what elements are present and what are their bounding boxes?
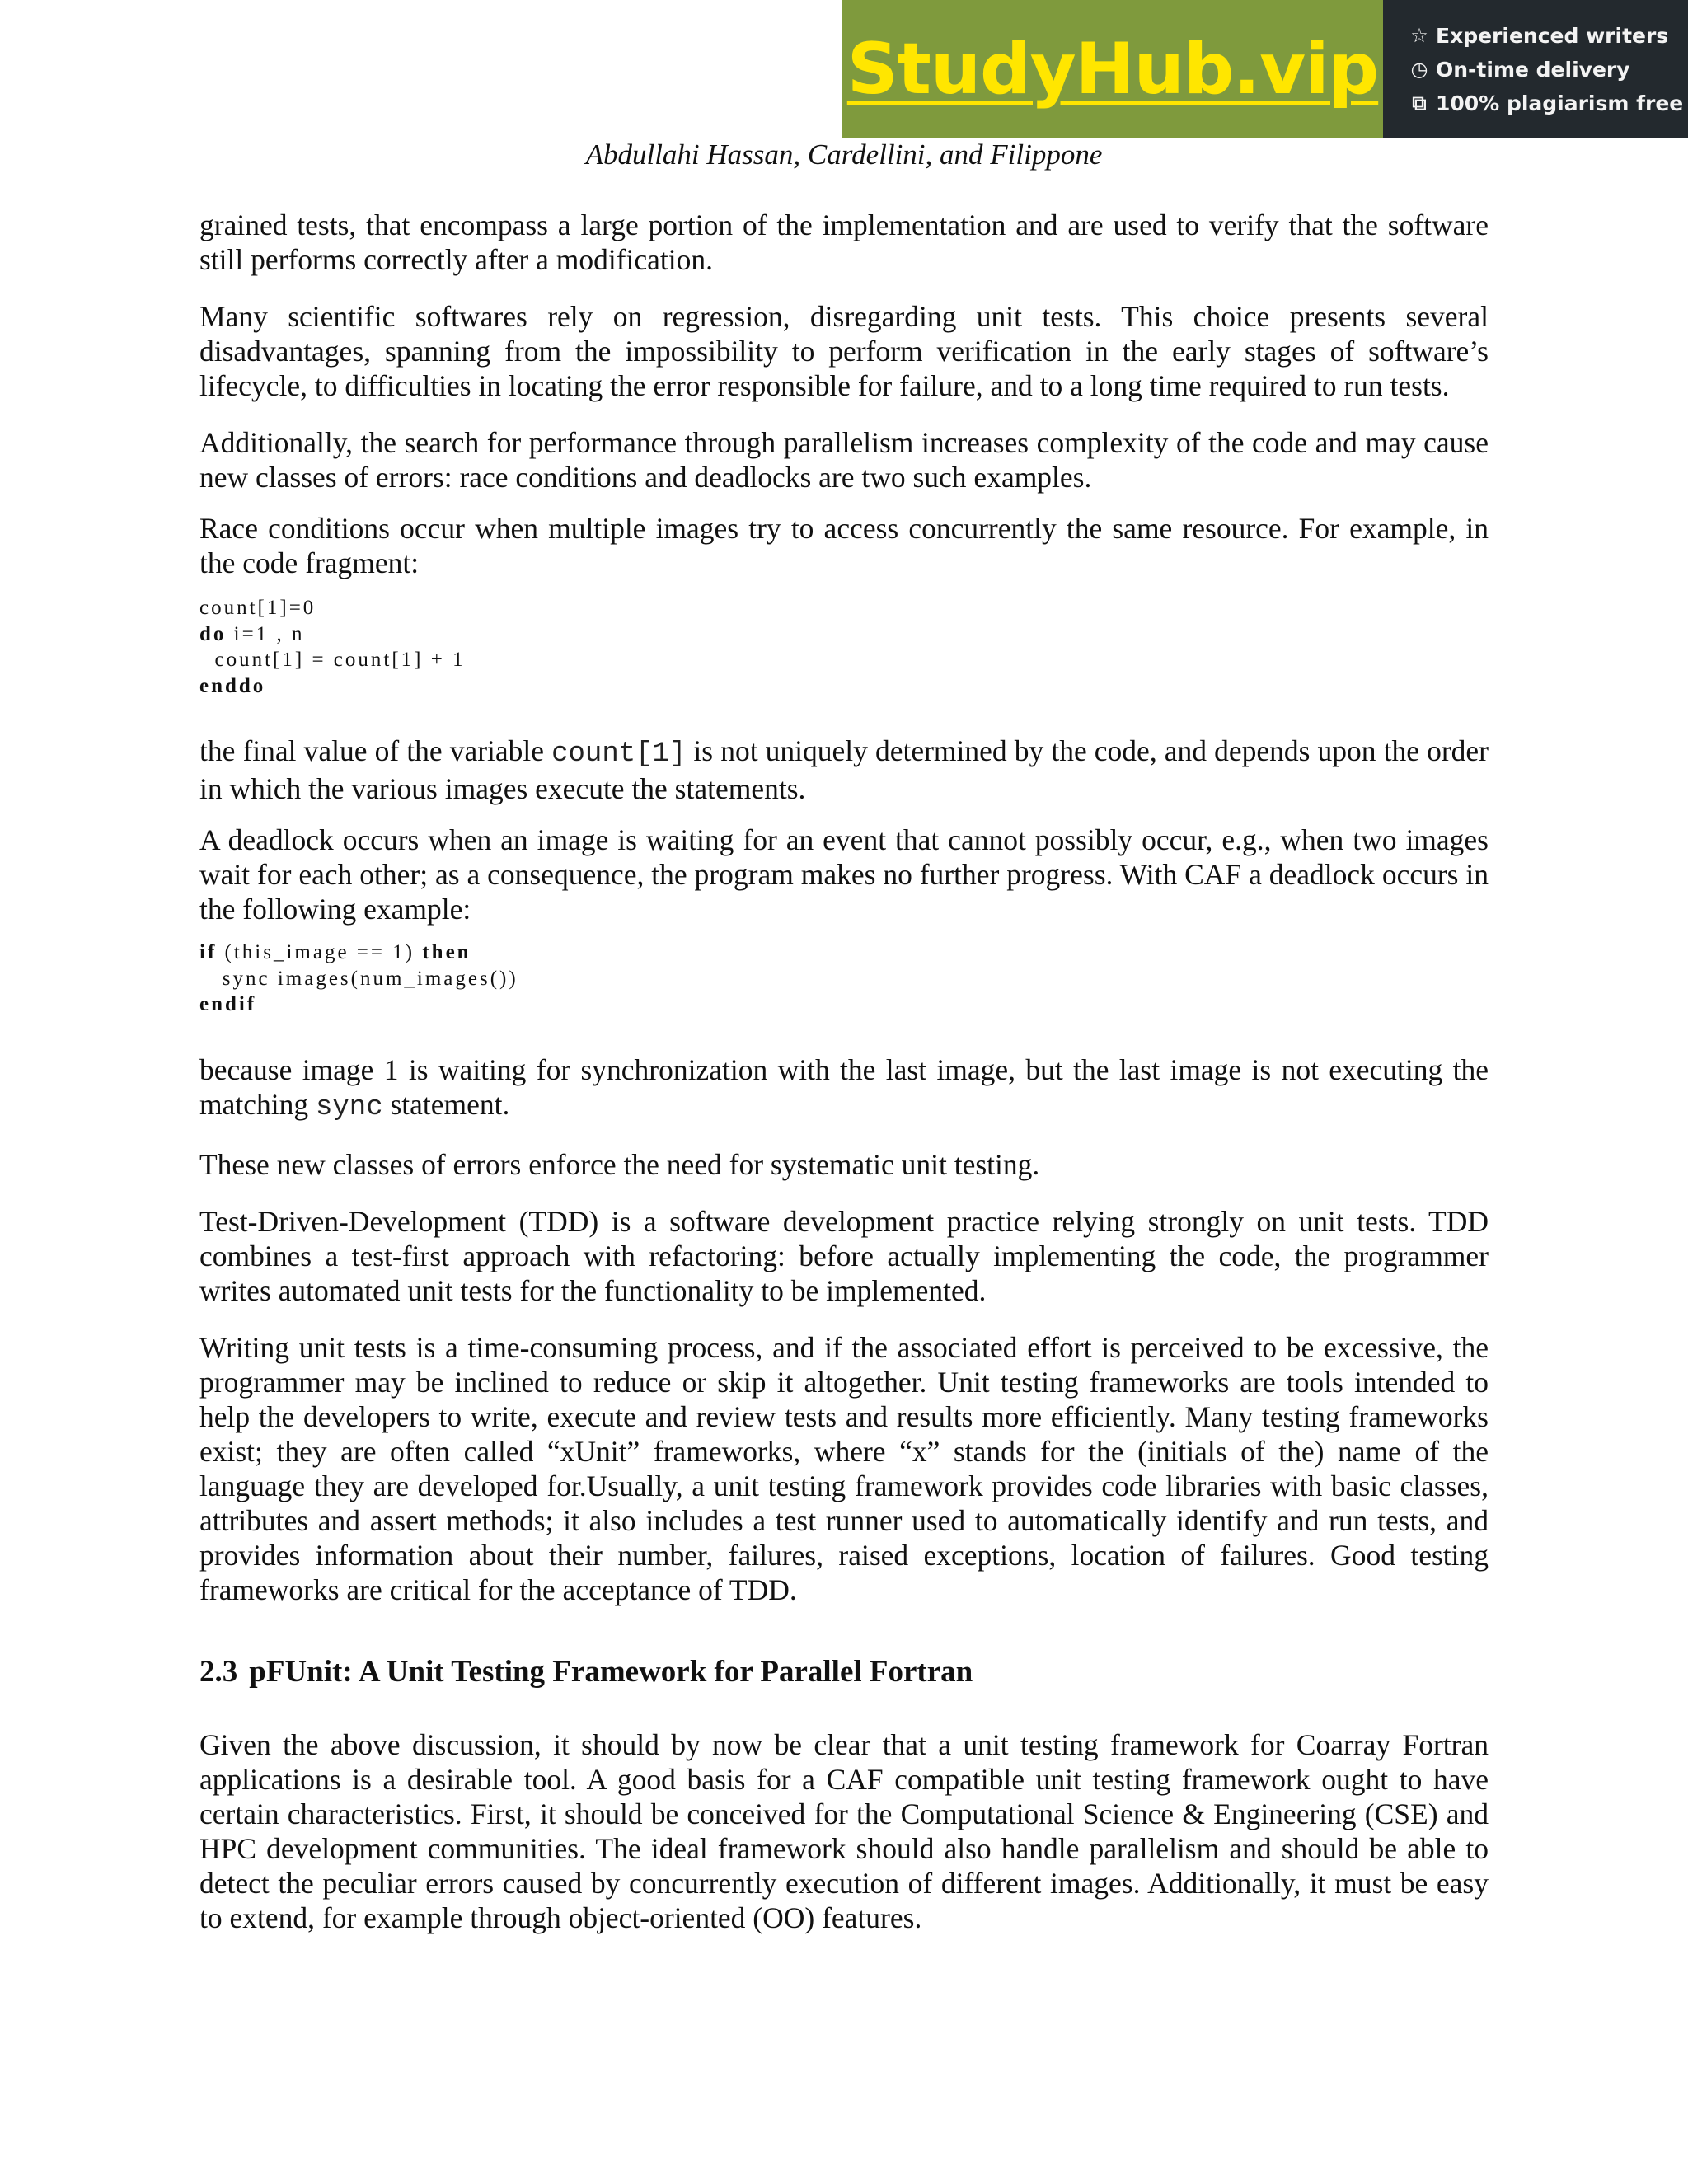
section-heading [199,1653,1489,1691]
paragraph: Writing unit tests is a time-consuming process, and if the associated effort is perceived to be excessive, the programmer may be inclined to reduce or skip it altogether. Unit testing frameworks are tools intended to help the developers to write, execute and review tests and results more efficiently. Many testing frameworks exist; they are often called “xUnit” frameworks, where “x” stands for the (initials of the) name of the language they are developed for.Usually, a unit testing framework provides code libraries with basic classes, attributes and assert methods; it also includes a test runner used to automatically identify and run tests, and provides information about their number, failures, raised exceptions, location of failures. Good testing frameworks are critical for the acceptance of TDD. [199,1330,1489,1606]
paragraph: Race conditions occur when multiple images try to access concurrently the same resource. For example, in the code fragment: [199,512,1489,579]
code-keyword: endif [199,993,257,1015]
text-run: is not uniquely determined by the code, and depends upon the order in which the various images execute the statements. [199,734,1489,805]
code-line: count[1]=0 [199,597,316,619]
copy-icon: ⧉ [1412,91,1427,115]
text-run: the final value of the variable [199,734,552,767]
code-line: i=1 , n [226,622,305,645]
code-listing-race-condition [199,595,1489,699]
paragraph: Many scientific softwares rely on regression, disregarding unit tests. This choice presents several disadvantages, spanning from the impossibility to perform verification in the early stages of software’s lifecycle, to difficulties in locating the error responsible for failure, and to a long time required to run tests. [199,300,1489,402]
star-icon: ☆ [1410,24,1428,47]
inline-code: sync [315,1091,383,1123]
paragraph [199,733,1489,806]
code-keyword: do [199,622,227,645]
studyhub-logo[interactable] [842,0,1383,138]
feature-label: On-time delivery [1436,57,1630,82]
feature-experienced-writers [1408,19,1688,53]
paragraph [199,1052,1489,1125]
paragraph: grained tests, that encompass a large portion of the implementation and are used to verify that the software still performs correctly after a modification. [199,209,1489,276]
feature-label: 100% plagiarism free [1436,91,1684,115]
banner-features [1383,0,1688,138]
clock-icon: ◷ [1410,58,1428,81]
paragraph: Test-Driven-Development (TDD) is a software development practice relying strongly on unit tests. TDD combines a test-first approach with refactoring: before actually implementing the code, the programmer writes automated unit tests for the functionality to be implemented. [199,1204,1489,1307]
section-title: pFUnit: A Unit Testing Framework for Parallel Fortran [249,1654,973,1689]
code-keyword: then [422,941,471,963]
running-head: Abdullahi Hassan, Cardellini, and Filippone [585,138,1103,171]
studyhub-logo-text: StudyHub.vip [846,28,1379,110]
code-line: (this_image == 1) [217,941,423,963]
paragraph: A deadlock occurs when an image is waiting for an event that cannot possibly occur, e.g., when two images wait for each other; as a consequence, the program makes no further progress. With CAF a deadlock occurs in the following example: [199,823,1489,926]
section-number: 2.3 [199,1654,238,1689]
text-run: statement. [382,1087,510,1121]
paragraph: Given the above discussion, it should by now be clear that a unit testing framework for Coarray Fortran applications is a desirable tool. A good basis for a CAF compatible unit testing framework ought to have certain characteristics. First, it should be conceived for the Computational Science & Engineering (CSE) and HPC development communities. The ideal framework should also handle parallelism and should be able to detect the peculiar errors caused by concurrently execution of different images. Additionally, it must be easy to extend, for example through object-oriented (OO) features. [199,1727,1489,1934]
code-keyword: enddo [199,674,266,697]
paragraph: These new classes of errors enforce the need for systematic unit testing. [199,1147,1040,1181]
page-body [199,208,1489,1935]
code-listing-deadlock [199,940,1489,1018]
studyhub-banner[interactable] [842,0,1688,138]
paragraph: Additionally, the search for performance through parallelism increases complexity of the code and may cause new classes of errors: race conditions and deadlocks are two such examples. [199,426,1489,494]
code-line: sync images(num_images()) [199,967,518,990]
inline-code: count[1] [551,738,687,770]
feature-on-time-delivery [1408,53,1688,87]
feature-label: Experienced writers [1436,23,1669,48]
code-keyword: if [199,941,218,963]
text-run: because image 1 is waiting for synchronization with the last image, but the last image is not executing the matching [199,1052,1489,1121]
code-line: count[1] = count[1] + 1 [199,649,466,671]
feature-plagiarism-free [1408,87,1688,120]
